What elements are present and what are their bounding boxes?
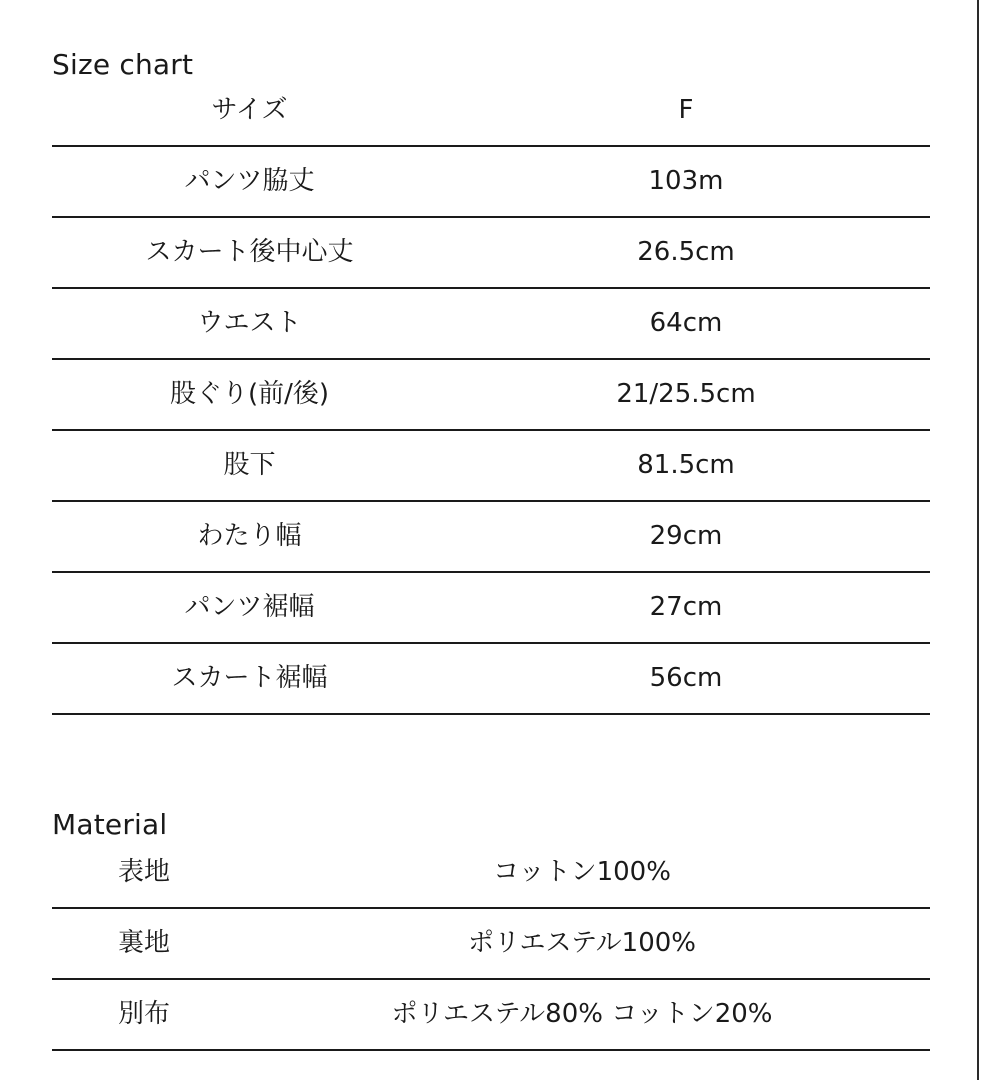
row-value: 56cm: [649, 663, 723, 693]
table-row: [52, 644, 930, 715]
row-label: わたり幅: [197, 521, 302, 551]
row-label: 別布: [118, 999, 171, 1029]
material-title: Material: [52, 808, 168, 842]
table-row: [52, 218, 930, 289]
table-row: [52, 360, 930, 431]
row-label: パンツ裾幅: [184, 592, 315, 622]
row-value: ポリエステル80% コットン20%: [391, 999, 773, 1029]
row-label: 股下: [223, 450, 276, 480]
row-label: パンツ脇丈: [184, 166, 315, 196]
row-label: スカート後中心丈: [145, 237, 354, 267]
size-chart-title: Size chart: [52, 48, 194, 82]
table-row: [52, 147, 930, 218]
row-label: 表地: [118, 857, 171, 887]
size-header-label: サイズ: [211, 95, 288, 125]
right-border-line: [977, 0, 979, 1080]
table-row: [52, 573, 930, 644]
table-row: [52, 980, 930, 1051]
row-value: 29cm: [649, 521, 723, 551]
table-row: [52, 838, 930, 909]
table-row: [52, 431, 930, 502]
size-chart-table: [52, 76, 930, 715]
table-row: [52, 502, 930, 573]
row-label: 裏地: [118, 928, 171, 958]
table-row: [52, 909, 930, 980]
size-header-row: [52, 76, 930, 147]
row-value: 21/25.5cm: [616, 379, 756, 409]
table-row: [52, 289, 930, 360]
row-label: 股ぐり(前/後): [169, 379, 330, 409]
row-value: 27cm: [649, 592, 723, 622]
row-label: スカート裾幅: [171, 663, 328, 693]
row-value: 81.5cm: [637, 450, 735, 480]
material-table: [52, 838, 930, 1051]
row-value: 103m: [648, 166, 724, 196]
row-label: ウエスト: [197, 308, 302, 338]
row-value: 64cm: [649, 308, 723, 338]
row-value: コットン100%: [493, 857, 671, 887]
row-value: 26.5cm: [637, 237, 735, 267]
row-value: ポリエステル100%: [468, 928, 696, 958]
size-header-value: F: [678, 95, 694, 125]
